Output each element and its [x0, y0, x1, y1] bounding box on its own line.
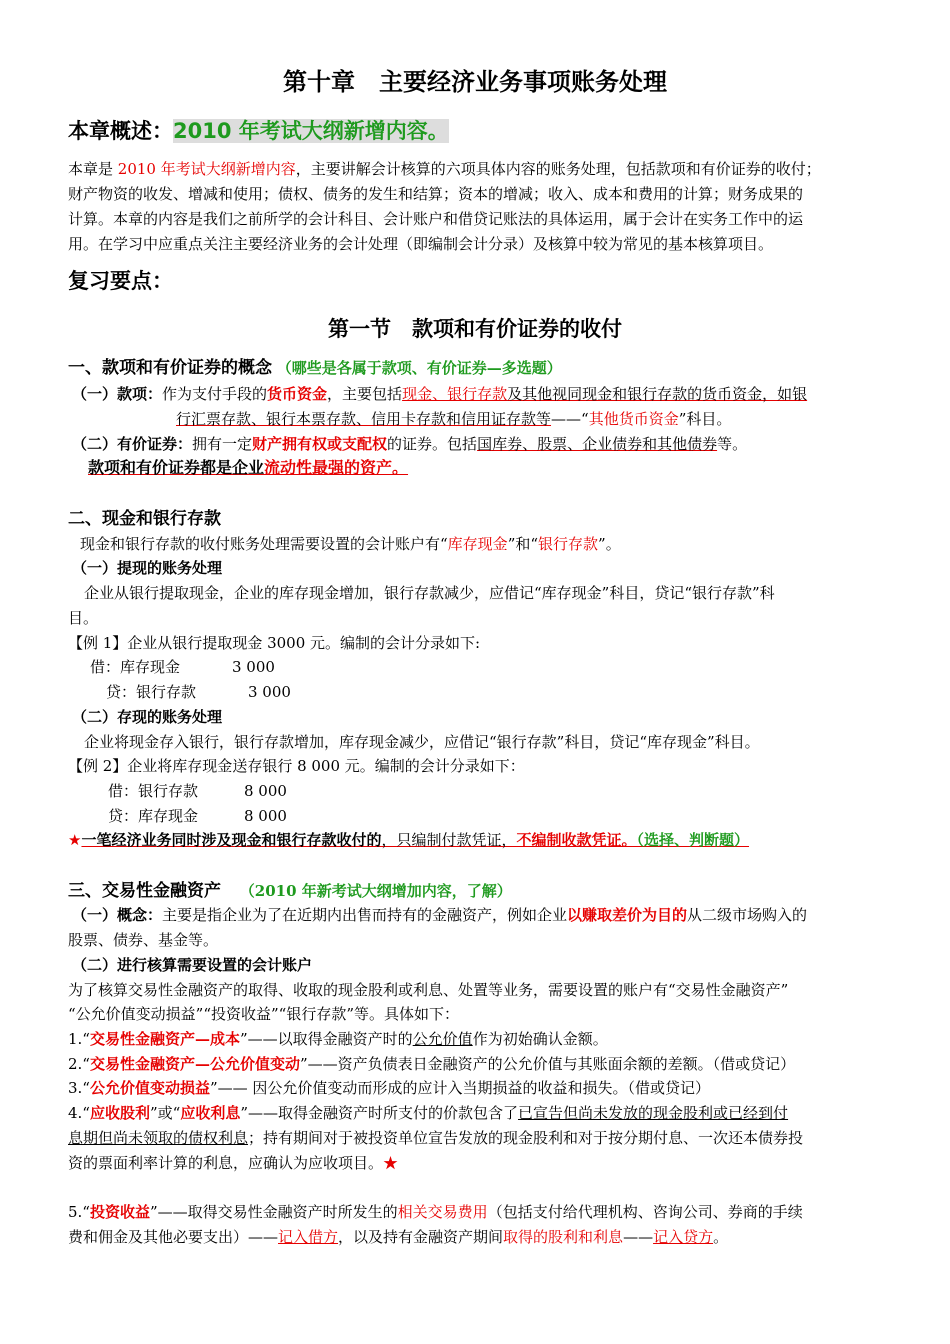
text: ”—— 因公允价值变动而形成的应计入当期损益的收益和损失。（借或贷记） [210, 1079, 710, 1097]
overview-line-3: 计算。本章的内容是我们之前所学的会计科目、会计账户和借贷记账法的具体运用，属于会计在实务工作中的运 [68, 210, 804, 228]
underlined-text: 国库券、股票、企业债券和其他债券 [477, 435, 718, 453]
overview-red-text: 2010 年考试大纲新增内容 [117, 160, 296, 178]
red-bold-text: 货币资金 [267, 385, 328, 403]
underlined-text: 息期但尚未领取的债权利息 [68, 1129, 249, 1147]
overview-text: ，主要讲解会计核算的六项具体内容的账务处理，包括款项和有价证券的收付； [295, 160, 821, 178]
red-bold-text: 交易性金融资产—成本 [89, 1030, 240, 1048]
account-item-4-line-2 [68, 1127, 803, 1149]
text: 等。 [717, 435, 748, 453]
red-text: 相关交易费用 [397, 1203, 488, 1221]
example-2-debit-amount: 8 000 [244, 782, 287, 800]
text: 2.“ [68, 1055, 90, 1073]
text: 。 [713, 1228, 729, 1246]
account-item-2 [68, 1053, 795, 1075]
bold-underlined-text: 一笔经济业务同时涉及现金和银行存款收付的 [81, 831, 382, 849]
red-bold-text: 以赚取差价为目的 [567, 906, 688, 924]
text: 3.“ [68, 1079, 90, 1097]
text: 5.“ [68, 1203, 90, 1221]
text: ”——取得金融资产时所支付的价款包含了 [240, 1104, 519, 1122]
text: ；持有期间对于被投资单位宣告发放的现金股利和对于按分期付息、一次还本债券投 [248, 1129, 804, 1147]
example-1-debit-amount: 3 000 [232, 658, 275, 676]
example-2: 【例 2】企业将库存现金送存银行 8 000 元。编制的会计分录如下： [68, 757, 525, 775]
text: —— [623, 1228, 654, 1246]
cash-definition-line-1 [72, 383, 807, 405]
red-text: 银行存款 [538, 535, 599, 553]
red-bold-text: 财产拥有权或支配权 [252, 435, 388, 453]
deposit-heading: （二）存现的账务处理 [72, 708, 223, 726]
underlined-text: 已宣告但尚未发放的现金股利或已经到付 [518, 1104, 789, 1122]
deposit-text: 企业将现金存入银行，银行存款增加，库存现金减少，应借记“银行存款”科目，贷记“库存现金”科目。 [84, 733, 760, 751]
red-bold-text: 公允价值变动损益 [89, 1079, 210, 1097]
red-bold-text: 应收利息 [180, 1104, 241, 1122]
text: 资的票面利率计算的利息，应确认为应收项目。 [68, 1154, 384, 1172]
red-bold-text: 不编制收款凭证。 [516, 831, 637, 849]
text: ”——取得交易性金融资产时所发生的 [150, 1203, 398, 1221]
account-item-5-line-2 [68, 1226, 728, 1248]
red-bold-text: 交易性金融资产—公允价值变动 [89, 1055, 300, 1073]
underlined-text: 及其他视同现金和银行存款的货币资金，如银 [507, 385, 808, 403]
underlined-text: ，只编制付款凭证， [381, 831, 517, 849]
text: 费和佣金及其他必要支出）—— [68, 1228, 279, 1246]
account-item-5-line-1 [68, 1201, 803, 1223]
red-bold-text: 流动性最强的资产。 [264, 458, 409, 477]
star-icon: ★ [68, 831, 82, 849]
text: 拥有一定 [192, 435, 253, 453]
withdraw-heading: （一）提现的账务处理 [72, 559, 223, 577]
withdraw-text-1: 企业从银行提取现金，企业的库存现金增加，银行存款减少，应借记“库存现金”科目，贷记“银行存款”科 [84, 584, 775, 602]
overview-text: 本章是 [68, 160, 118, 178]
text: ，以及持有金融资产期间 [338, 1228, 504, 1246]
text: 1.“ [68, 1030, 90, 1048]
overview-heading [68, 116, 449, 146]
text: ”——以取得金融资产时的 [240, 1030, 413, 1048]
securities-label: （二）有价证券： [72, 435, 193, 453]
account-item-3 [68, 1077, 710, 1099]
red-text: 取得的股利和利息 [503, 1228, 624, 1246]
red-text: 库存现金 [447, 535, 508, 553]
securities-definition [72, 433, 747, 455]
concept-note: （哪些是各属于款项、有价证券—多选题） [276, 359, 562, 377]
overview-line-4: 用。在学习中应重点关注主要经济业务的会计处理（即编制会计分录）及核算中较为常见的基本核算项目。 [68, 235, 774, 253]
cash-bank-heading: 二、现金和银行存款 [68, 509, 221, 529]
account-item-1 [68, 1028, 608, 1050]
concept-heading [68, 356, 562, 380]
text: ”和“ [507, 535, 539, 553]
underlined-text: 公允价值 [412, 1030, 473, 1048]
green-note: （2010 年新考试大纲增加内容，了解） [239, 882, 512, 900]
green-bold-text: （选择、判断题） [636, 831, 750, 849]
text: ——“ [551, 410, 589, 428]
underlined-text: 行汇票存款、银行本票存款、信用卡存款和信用证存款等 [176, 410, 552, 428]
red-underlined-text: 记入借方 [278, 1228, 339, 1246]
text: 从二级市场购入的 [687, 906, 808, 924]
example-2-credit: 贷：库存现金 [108, 807, 199, 825]
overview-label: 本章概述： [68, 119, 173, 143]
trading-concept-line-2: 股票、债券、基金等。 [68, 931, 219, 949]
section-title: 第一节 款项和有价证券的收付 [328, 317, 622, 341]
liquidity-note [88, 457, 408, 479]
accounts-heading: （二）进行核算需要设置的会计账户 [72, 956, 313, 974]
trading-concept-line-1 [72, 904, 807, 926]
concept-label: （一）概念： [72, 906, 163, 924]
example-1-credit-amount: 3 000 [248, 683, 291, 701]
text: 主要是指企业为了在近期内出售而持有的金融资产，例如企业 [162, 906, 568, 924]
review-heading: 复习要点： [68, 269, 173, 293]
accounts-text-1: 为了核算交易性金融资产的取得、收取的现金股利或利息、处置等业务，需要设置的账户有“交易性金融资产” [68, 981, 789, 999]
text: ”或“ [150, 1104, 181, 1122]
text: 的证券。包括 [387, 435, 478, 453]
red-bold-text: 投资收益 [89, 1203, 150, 1221]
voucher-note [68, 829, 749, 851]
text: ”。 [598, 535, 621, 553]
text: ”——资产负债表日金融资产的公允价值与其账面余额的差额。（借或贷记） [300, 1055, 796, 1073]
text: 作为初始确认金额。 [472, 1030, 608, 1048]
text: 现金和银行存款的收付账务处理需要设置的会计账户有“ [80, 535, 448, 553]
star-icon: ★ [383, 1154, 399, 1172]
text: ”科目。 [678, 410, 732, 428]
accounts-text-2: “公允价值变动损益”“投资收益”“银行存款”等。具体如下： [68, 1005, 460, 1023]
overview-line-1 [68, 158, 821, 180]
overview-line-2: 财产物资的收发、增减和使用；债权、债务的发生和结算；资本的增减；收入、成本和费用的计算；财务成果的 [68, 185, 804, 203]
text: 4.“ [68, 1104, 90, 1122]
cash-bank-accounts [80, 533, 621, 555]
heading-text: 三、交易性金融资产 [68, 881, 221, 901]
cash-label: （一）款项： [72, 385, 163, 403]
chapter-title: 第十章 主要经济业务事项账务处理 [283, 68, 667, 96]
concept-heading-text: 一、款项和有价证券的概念 [68, 358, 272, 378]
red-underlined-text: 现金、银行存款 [402, 385, 508, 403]
example-2-debit: 借：银行存款 [108, 782, 199, 800]
red-bold-text: 应收股利 [89, 1104, 150, 1122]
account-item-4-line-3 [68, 1152, 398, 1174]
text: 作为支付手段的 [162, 385, 268, 403]
withdraw-text-2: 目。 [68, 609, 99, 627]
overview-highlight: 2010 年考试大纲新增内容。 [173, 119, 449, 143]
trading-assets-heading [68, 879, 512, 903]
text: ，主要包括 [327, 385, 403, 403]
red-underlined-text: 记入贷方 [653, 1228, 714, 1246]
red-text: 其他货币资金 [588, 410, 679, 428]
account-item-4-line-1 [68, 1102, 788, 1124]
text: （包括支付给代理机构、咨询公司、券商的手续 [487, 1203, 803, 1221]
bold-text: 款项和有价证券都是企业 [88, 458, 265, 477]
example-1-credit: 贷：银行存款 [106, 683, 197, 701]
example-1: 【例 1】企业从银行提取现金 3000 元。编制的会计分录如下: [68, 634, 481, 652]
cash-definition-line-2 [176, 408, 731, 430]
example-1-debit: 借：库存现金 [90, 658, 181, 676]
example-2-credit-amount: 8 000 [244, 807, 287, 825]
